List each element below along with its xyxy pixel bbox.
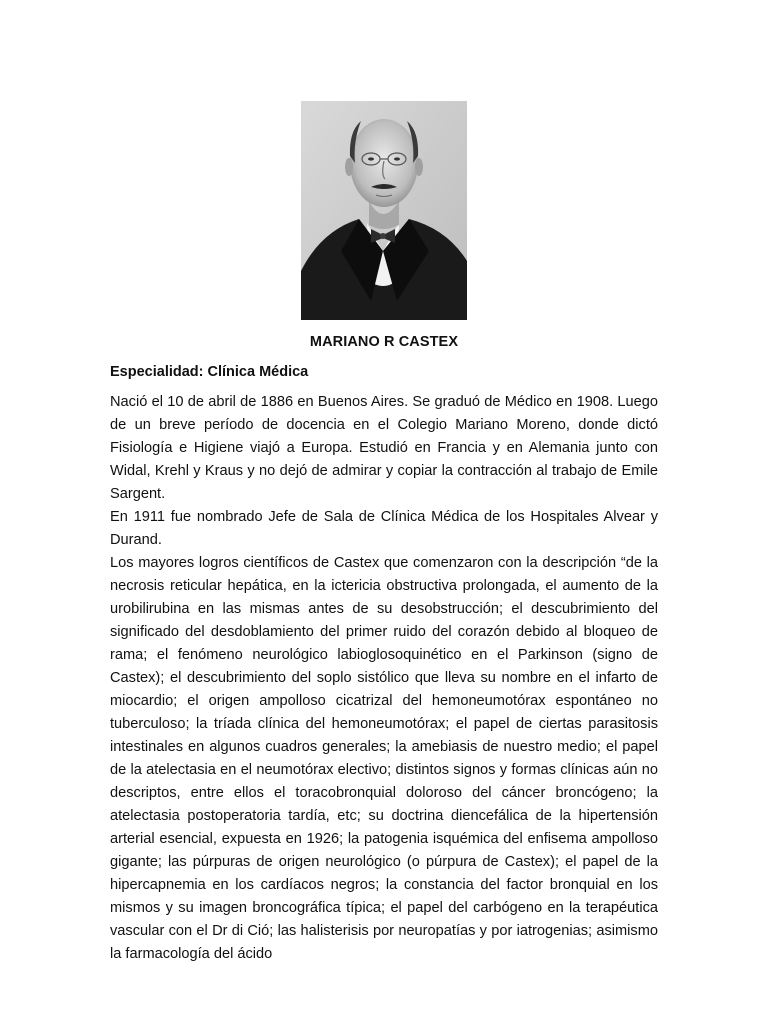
paragraph-birth: Nació el 10 de abril de 1886 en Buenos Aires. Se graduó de Médico en 1908. Luego de un breve período de docencia en el Colegio Mariano Moreno, donde dictó Fisiología e Higiene viajó a Europa. Estudió en Francia y en Alemania junto con Widal, Krehl y Kraus y no dejó de admirar y copiar la contracción al trabajo de Emile Sargent. bbox=[110, 394, 658, 502]
paragraph-achievements: Los mayores logros científicos de Castex que comenzaron con la descripción “de la necrosis reticular hepática, en la ictericia obstructiva prolongada, el aumento de la urobilirubina en las mismas antes de su desobstrucción; el descubrimiento del significado del desdoblamiento del primer ruido del corazón debido al bloqueo de rama; el fenómeno neurológico labioglosoquinético en el Parkinson (signo de Castex); el descubrimiento del soplo sistólico que lleva su nombre en el infarto de miocardio; el origen ampolloso cicatrizal del hemoneumotórax espontáneo no tuberculoso; la tríada clínica del hemoneumotórax; el papel de ciertas parasitosis intestinales en algunos cuadros generales; la amebiasis de nuestro medio; el papel de la atelectasia en el neumotórax electivo; distintos signos y formas clínicas aún no descriptos, entre ellos el toracobronquial doloroso del cáncer broncógeno; la atelectasia postoperatoria tardía, etc; su doctrina diencefálica de la hipertensión arterial esencial, expuesta en 1926; la patogenia isquémica del enfisema ampolloso gigante; las púrpuras de origen neurológico (o púrpura de Castex); el papel de la hipercapnemia en los cardíacos negros; la constancia del factor bronquial en los mismos y su imagen broncográfica típica; el papel del carbógeno en la terapéutica vascular con el Dr di Ció; las halisterisis por neuropatías y por iatrogenias; asimismo la farmacología del ácido bbox=[110, 555, 658, 962]
portrait-photo bbox=[301, 101, 467, 320]
biography-text bbox=[110, 391, 658, 966]
document-title: MARIANO R CASTEX bbox=[309, 334, 459, 350]
specialty-line: Especialidad: Clínica Médica bbox=[110, 364, 309, 380]
paragraph-appointment: En 1911 fue nombrado Jefe de Sala de Clínica Médica de los Hospitales Alvear y Durand. bbox=[110, 509, 658, 548]
